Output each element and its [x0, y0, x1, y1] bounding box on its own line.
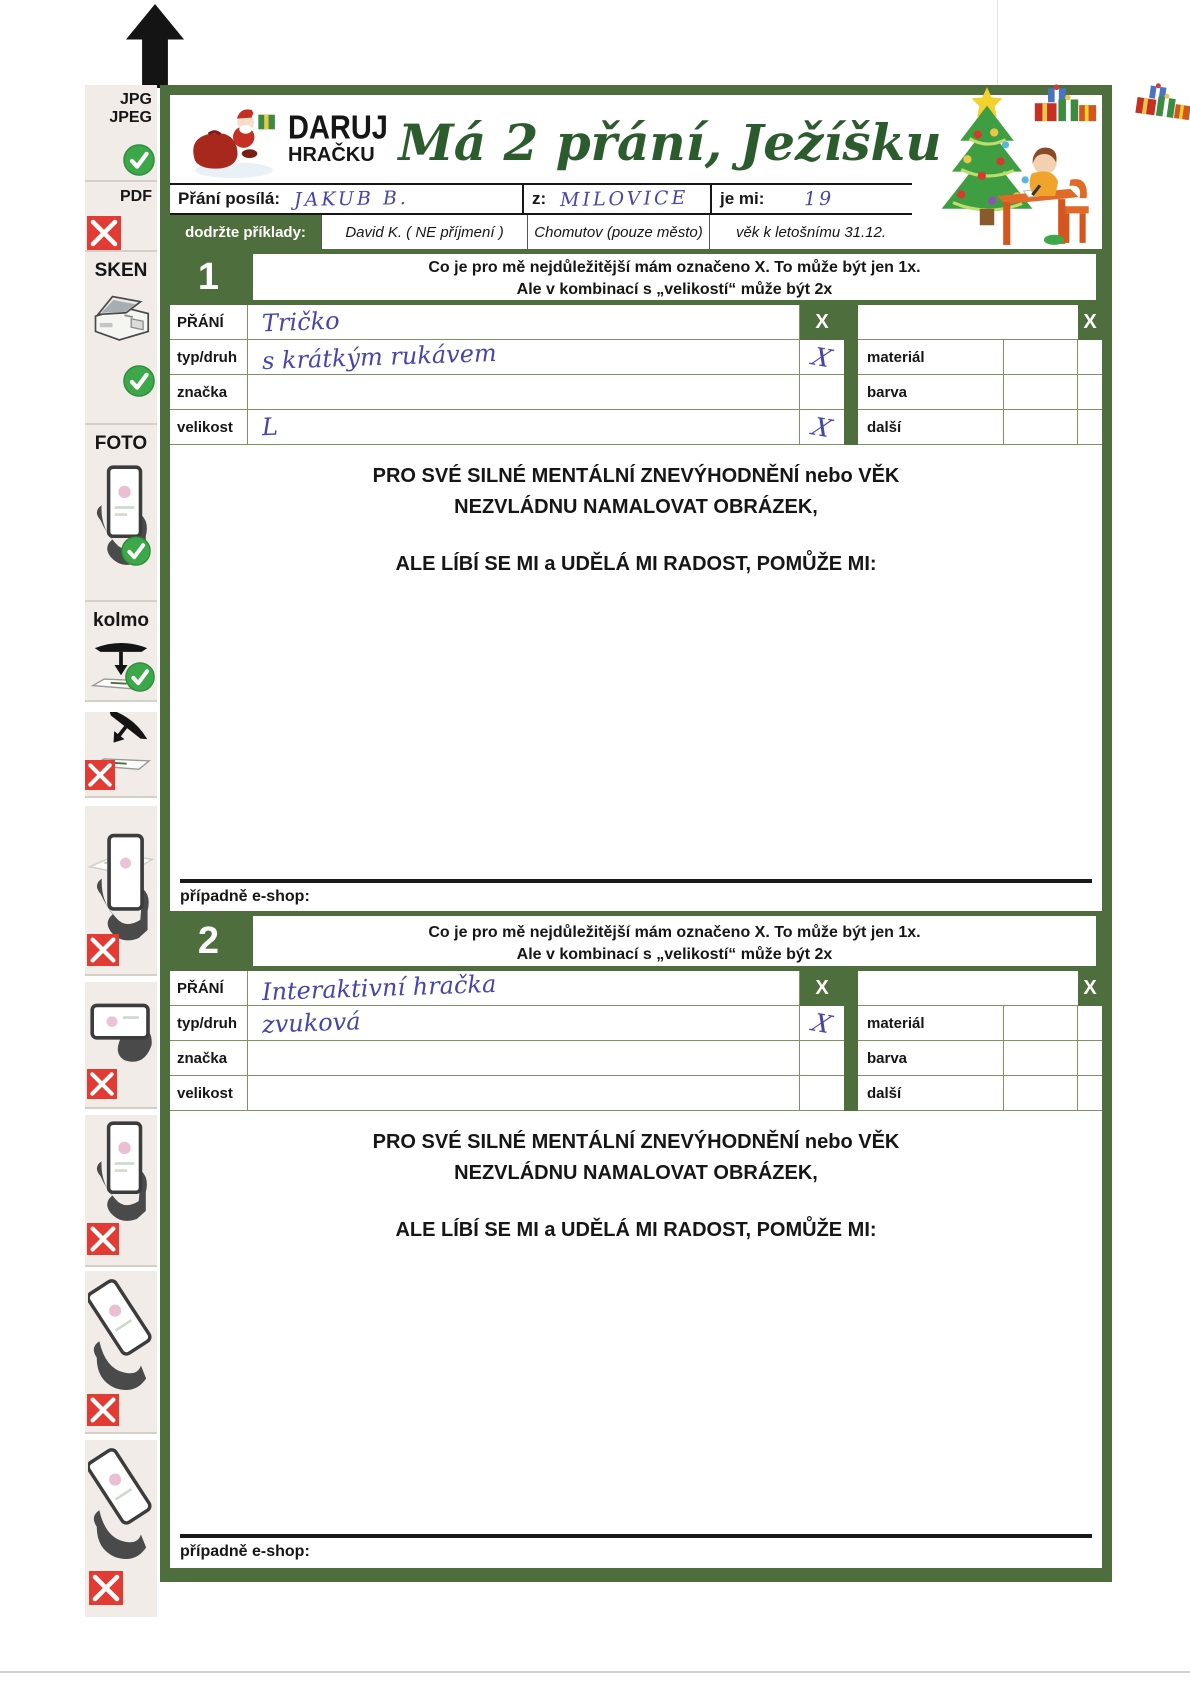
wish-table [170, 971, 1102, 1111]
field-label: značka [170, 1041, 248, 1076]
wish-section-1 [170, 249, 1102, 911]
drawing-area [170, 1111, 1102, 1534]
cross-icon [87, 1394, 119, 1426]
sidebar-item-phone-landscape [85, 982, 157, 1109]
note-line3: ALE LÍBÍ SE MI a UDĚLÁ MI RADOST, POMŮŽE MI: [395, 553, 877, 575]
x-mark-cell [1078, 340, 1102, 375]
field-value [1004, 1041, 1078, 1076]
sender-age-cell [712, 185, 912, 215]
field-value [248, 1041, 800, 1076]
table-divider [844, 375, 858, 410]
field-label: PŘÁNÍ [170, 971, 248, 1006]
sidebar-item-phone-portrait [85, 1115, 157, 1267]
cross-icon [87, 1223, 119, 1255]
handwritten-x: X [808, 341, 836, 373]
scan-instructions-sidebar [85, 85, 157, 1617]
field-label: další [858, 410, 1004, 445]
x-column-header: X [800, 305, 844, 340]
examples-label: dodržte příklady: [170, 215, 322, 249]
check-icon [125, 662, 157, 694]
field-value [248, 971, 800, 1006]
cross-icon [87, 934, 119, 966]
note-line2: NEZVLÁDNU NAMALOVAT OBRÁZEK, [454, 1162, 818, 1184]
table-row-velikost [170, 1076, 1102, 1111]
sender-city-handwritten: MILOVICE [559, 186, 689, 212]
form-title: Má 2 přání, Ježíšku [398, 112, 942, 172]
x-mark-cell [800, 340, 844, 375]
x-mark-cell [1078, 375, 1102, 410]
santa-logo-icon [182, 102, 282, 180]
eshop-row [170, 1538, 1102, 1566]
x-mark-cell [800, 1076, 844, 1111]
section-number: 2 [197, 919, 220, 962]
field-value [858, 971, 1078, 1006]
sidebar-item-phone-tilted-2 [85, 1440, 157, 1617]
handwritten-x: X [808, 1007, 836, 1039]
field-label: typ/druh [170, 1006, 248, 1041]
field-label: PŘÁNÍ [170, 305, 248, 340]
table-row-prani [170, 971, 1102, 1006]
instruction-line2: Ale v kombinací s „velikostí“ může být 2x [516, 280, 833, 298]
handwritten-value: Tričko [261, 306, 341, 338]
method-label: SKEN [94, 260, 148, 281]
table-row-prani [170, 305, 1102, 340]
x-mark-cell [1078, 1076, 1102, 1111]
cross-icon [87, 216, 119, 248]
drawing-area [170, 445, 1102, 879]
example-name: David K. ( NE příjmení ) [322, 215, 528, 249]
phone-over-paper-icon [88, 806, 154, 944]
x-mark-cell [800, 1041, 844, 1076]
upload-arrow-icon [120, 4, 190, 88]
field-value [1004, 375, 1078, 410]
x-column-header: X [1078, 305, 1102, 340]
check-icon [123, 144, 155, 176]
sender-name-handwritten: JAKUB B. [293, 186, 410, 212]
section-header [170, 249, 1102, 305]
sidebar-item-jpg-jpeg [85, 85, 157, 182]
handwritten-value: L [261, 412, 279, 442]
form-header-area [170, 95, 1102, 249]
field-label: barva [858, 1041, 1004, 1076]
phone-tilted-icon [88, 1271, 154, 1401]
field-value [1004, 340, 1078, 375]
eshop-row [170, 883, 1102, 911]
field-value [1004, 1076, 1078, 1111]
field-value [248, 305, 800, 340]
field-label: další [858, 1076, 1004, 1111]
table-row-velikost [170, 410, 1102, 445]
example-city: Chomutov (pouze město) [528, 215, 710, 249]
section-number: 1 [197, 255, 220, 298]
field-value [248, 1076, 800, 1111]
sidebar-item-phone-tilted-1 [85, 1271, 157, 1434]
field-label: značka [170, 375, 248, 410]
cross-icon [89, 1571, 121, 1603]
phone-landscape-icon [88, 982, 154, 1072]
note-line2: NEZVLÁDNU NAMALOVAT OBRÁZEK, [454, 496, 818, 518]
field-value [1004, 410, 1078, 445]
sender-name-cell [170, 185, 524, 215]
sidebar-item-pdf [85, 182, 157, 252]
field-value [248, 340, 800, 375]
sidebar-item-angled-shot [85, 712, 157, 798]
field-value [1004, 1006, 1078, 1041]
instruction-line1: Co je pro mě nejdůležitější mám označeno X. To může být jen 1x. [428, 259, 921, 276]
form-header-band [170, 95, 1102, 183]
section-instruction [253, 916, 1096, 966]
sender-row [170, 183, 912, 215]
method-label: FOTO [94, 433, 148, 454]
field-value [248, 1006, 800, 1041]
sender-age-label: je mi: [720, 189, 765, 208]
x-mark-cell [1078, 1006, 1102, 1041]
field-label: typ/druh [170, 340, 248, 375]
sidebar-item-sken [85, 252, 157, 425]
eshop-label: případně e-shop: [180, 888, 310, 905]
sender-age-handwritten: 19 [804, 187, 835, 211]
table-divider [844, 1006, 858, 1041]
field-value [858, 305, 1078, 340]
sidebar-item-kolmo [85, 602, 157, 702]
eshop-label: případně e-shop: [180, 1543, 310, 1560]
logo-line2: HRAČKU [288, 143, 375, 166]
charity-logo [288, 109, 388, 166]
field-value [248, 410, 800, 445]
field-label: velikost [170, 1076, 248, 1111]
table-divider [844, 1041, 858, 1076]
scan-edge-line [997, 0, 998, 85]
wish-form [160, 85, 1112, 1582]
logo-line1: DARUJ [288, 109, 388, 146]
note-text [170, 445, 1102, 580]
handwritten-x: X [808, 411, 836, 443]
x-column-header: X [800, 971, 844, 1006]
field-label: velikost [170, 410, 248, 445]
sender-name-label: Přání posílá: [178, 189, 281, 208]
field-label: barva [858, 375, 1004, 410]
note-text [170, 1111, 1102, 1246]
field-label: materiál [858, 340, 1004, 375]
handwritten-value: zvuková [261, 1007, 361, 1039]
format-label: JPG JPEG [109, 91, 152, 127]
section-header [170, 911, 1102, 971]
handwritten-value: s krátkým rukávem [261, 338, 498, 376]
section-instruction [253, 254, 1096, 300]
format-label: PDF [120, 188, 152, 205]
scan-bottom-line [0, 1671, 1190, 1673]
handwritten-value: Interaktivní hračka [261, 969, 497, 1007]
phone-tilted-icon [88, 1440, 154, 1570]
table-row-znacka [170, 1041, 1102, 1076]
scanner-icon [87, 286, 155, 348]
phone-portrait-icon [90, 1115, 152, 1227]
gifts-decoration-corner [1131, 76, 1190, 137]
cross-icon [85, 760, 117, 792]
x-column-header: X [1078, 971, 1102, 1006]
sender-city-label: z: [532, 189, 547, 208]
table-divider [844, 1076, 858, 1111]
wish-table [170, 305, 1102, 445]
sidebar-item-phone-over-paper [85, 806, 157, 976]
x-mark-cell [1078, 1041, 1102, 1076]
instruction-line2: Ale v kombinací s „velikostí“ může být 2x [516, 945, 833, 963]
sender-city-cell [524, 185, 712, 215]
field-value [248, 375, 800, 410]
examples-row [170, 215, 912, 249]
cross-icon [87, 1069, 119, 1101]
table-divider [844, 410, 858, 445]
note-line1: PRO SVÉ SILNÉ MENTÁLNÍ ZNEVÝHODNĚNÍ nebo VĚK [372, 1131, 900, 1153]
field-label: materiál [858, 1006, 1004, 1041]
x-mark-cell [1078, 410, 1102, 445]
x-mark-cell [800, 410, 844, 445]
instruction-line1: Co je pro mě nejdůležitější mám označeno X. To může být jen 1x. [428, 924, 921, 941]
example-age: věk k letošnímu 31.12. [735, 223, 887, 241]
x-mark-cell [800, 375, 844, 410]
method-label: kolmo [93, 610, 149, 631]
table-divider [844, 305, 858, 340]
table-divider [844, 340, 858, 375]
x-mark-cell [800, 1006, 844, 1041]
table-row-znacka [170, 375, 1102, 410]
table-divider [844, 971, 858, 1006]
check-icon [123, 365, 155, 397]
table-row-typ-druh [170, 340, 1102, 375]
note-line1: PRO SVÉ SILNÉ MENTÁLNÍ ZNEVÝHODNĚNÍ nebo VĚK [372, 465, 900, 487]
sidebar-item-foto [85, 425, 157, 602]
check-icon [121, 536, 153, 568]
note-line3: ALE LÍBÍ SE MI a UDĚLÁ MI RADOST, POMŮŽE MI: [395, 1219, 877, 1241]
wish-section-2 [170, 911, 1102, 1566]
table-row-typ-druh [170, 1006, 1102, 1041]
